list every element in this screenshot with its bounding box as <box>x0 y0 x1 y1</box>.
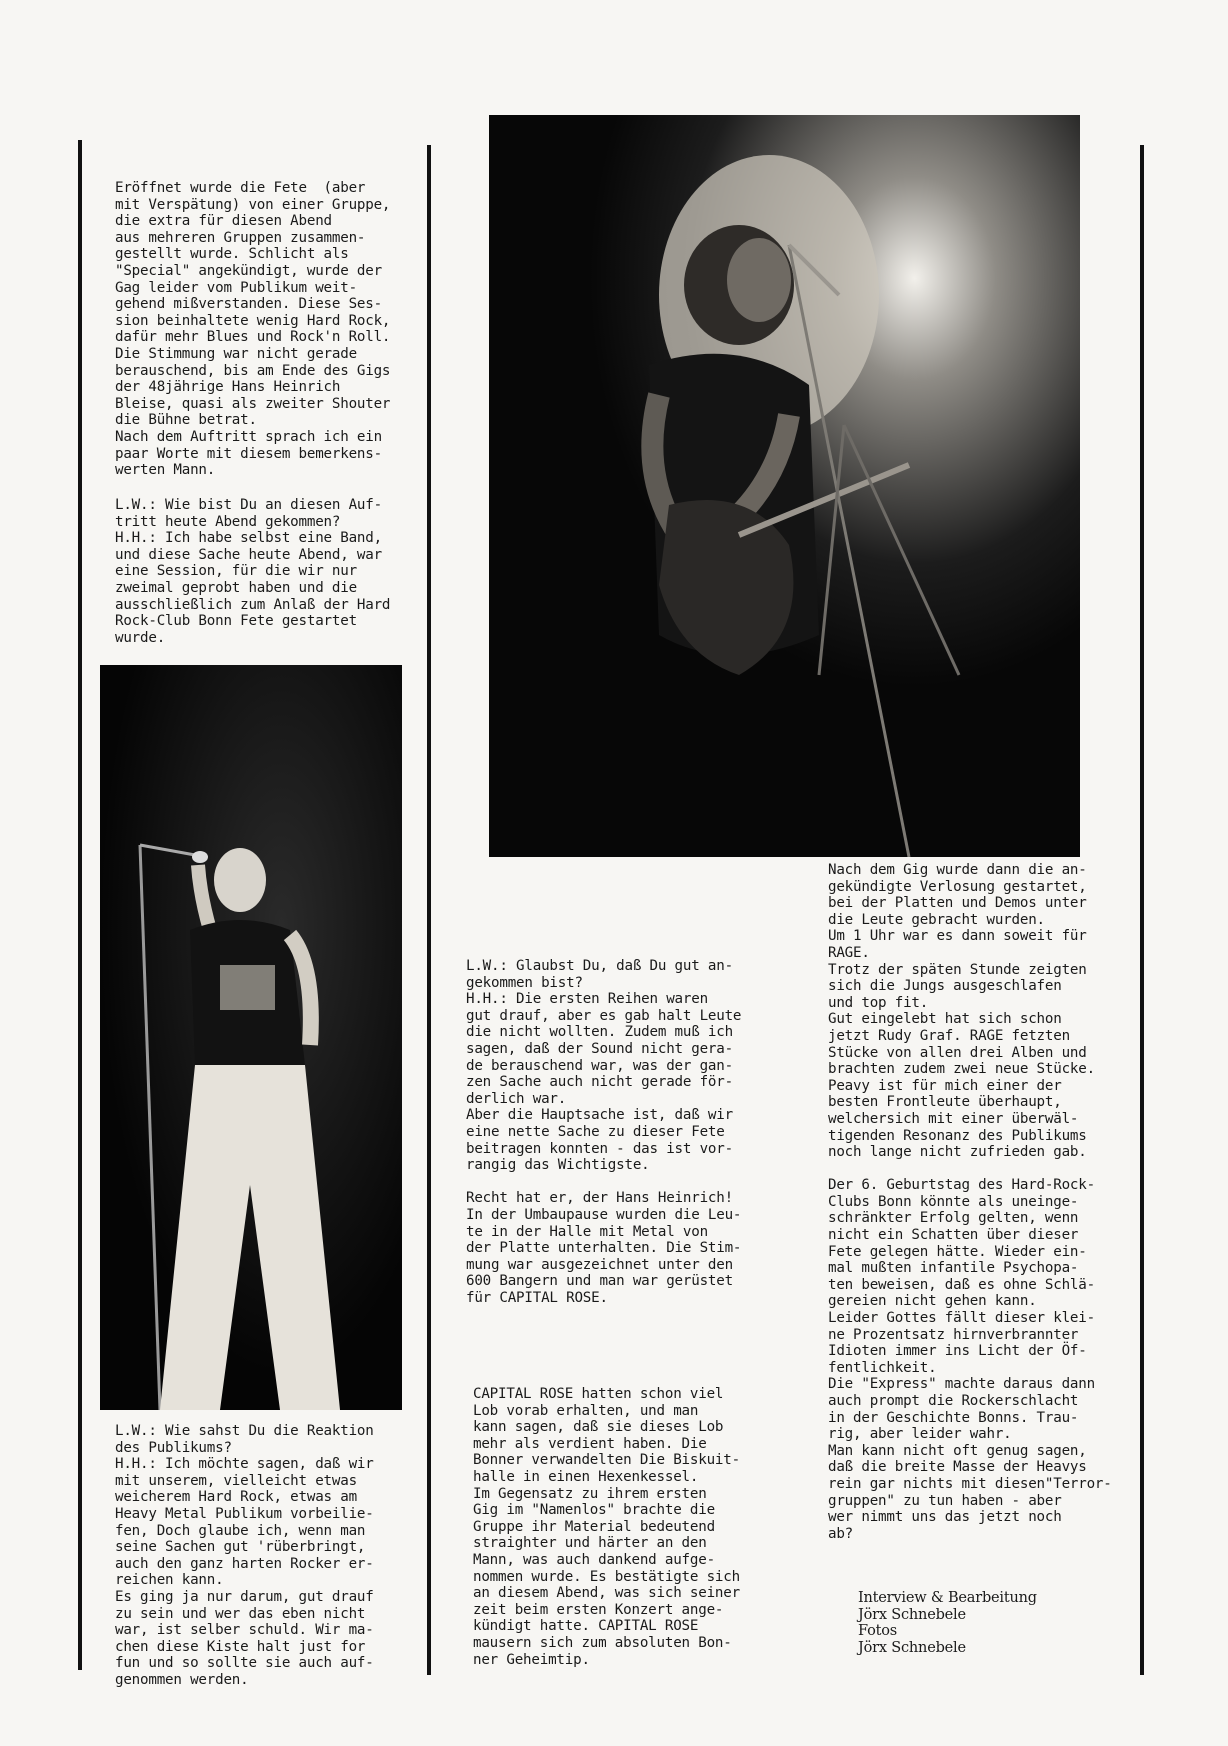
column-rule-left <box>78 140 82 1670</box>
column-rule-center <box>427 145 431 1675</box>
interview-reaction: L.W.: Wie sahst Du die Reaktion des Publikums? H.H.: Ich möchte sagen, daß wir mit unserem, vielleicht etwas weicherem Hard Rock, etwas am Heavy Metal Publikum vorbeilie- fen, Doch glaube ich, wenn man seine Sachen gut 'rüberbringt, auch den ganz harten Rocker er- reichen kann. Es ging ja nur darum, gut drauf zu sein und wer das eben nicht war, ist selber schuld. Wir ma- chen diese Kiste halt just for fun und so sollte sie auch auf- genommen werden. <box>115 1423 374 1688</box>
photo-guitarist <box>489 115 1080 857</box>
credits: Interview & Bearbeitung Jörx Schnebele Fotos Jörx Schnebele <box>858 1590 1037 1656</box>
interview-arrival: L.W.: Glaubst Du, daß Du gut an- gekommen bist? H.H.: Die ersten Reihen waren gut drauf, aber es gab halt Leute die nicht wollten. Zudem muß ich sagen, daß der Sound nicht gera- de berauschend war, was der gan- zen Sache auch nicht gerade för- derlich war. Aber die Hauptsache ist, daß wir eine nette Sache zu dieser Fete beitragen konnten - das ist vor- rangig das Wichtigste. Recht hat er, der Hans Heinrich! In der Umbaupause wurden die Leu- te in der Halle mit Metal von der Platte unterhalten. Die Stim- mung war ausgezeichnet unter den 600 Bangern und man war gerüstet für CAPITAL ROSE. <box>466 958 742 1306</box>
intro-paragraph: Eröffnet wurde die Fete (aber mit Verspätung) von einer Gruppe, die extra für diesen Abend aus mehreren Gruppen zusammen- gestellt wurde. Schlicht als "Special" angekündigt, wurde der Gag leider vom Publikum weit- gehend mißverstanden. Diese Ses- sion beinhaltete wenig Hard Rock, dafür mehr Blues und Rock'n Roll. Die Stimmung war nicht gerade berauschend, bis am Ende des Gigs der 48jährige Hans Heinrich Bleise, quasi als zweiter Shouter die Bühne betrat. Nach dem Auftritt sprach ich ein paar Worte mit diesem bemerkens- werten Mann. <box>115 180 391 479</box>
photo-singer-shouter-image <box>100 665 402 1410</box>
column-rule-right <box>1140 145 1144 1675</box>
interview-first-answer: L.W.: Wie bist Du an diesen Auf- tritt heute Abend gekommen? H.H.: Ich habe selbst eine Band, und diese Sache heute Abend, war eine Session, für die wir nur zweimal geprobt haben und die ausschließlich zum Anlaß der Hard Rock-Club Bonn Fete gestartet wurde. <box>115 497 391 646</box>
capital-rose-review: CAPITAL ROSE hatten schon viel Lob vorab erhalten, und man kann sagen, daß sie dieses Lob mehr als verdient haben. Die Bonner verwandelten Die Biskuit- halle in einen Hexenkessel. Im Gegensatz zu ihrem ersten Gig im "Namenlos" brachte die Gruppe ihr Material bedeutend straighter und härter an den Mann, was auch dankend aufge- nommen wurde. Es bestätigte sich an diesem Abend, was sich seiner zeit beim ersten Konzert ange- kündigt hatte. CAPITAL ROSE mausern sich zum absoluten Bon- ner Geheimtip. <box>473 1386 740 1668</box>
photo-singer-shouter <box>100 665 402 1410</box>
photo-guitarist-image <box>489 115 1080 857</box>
rage-review: Nach dem Gig wurde dann die an- gekündigte Verlosung gestartet, bei der Platten und Demos unter die Leute gebracht wurden. Um 1 Uhr war es dann soweit für RAGE. Trotz der späten Stunde zeigten sich die Jungs ausgeschlafen und top fit. Gut eingelebt hat sich schon jetzt Rudy Graf. RAGE fetzten Stücke von allen drei Alben und brachten zudem zwei neue Stücke. Peavy ist für mich einer der besten Frontleute überhaupt, welchersich mit einer überwäl- tigenden Resonanz des Publikums noch lange nicht zufrieden gab. Der 6. Geburtstag des Hard-Rock- Clubs Bonn könnte als uneinge- schränkter Erfolg gelten, wenn nicht ein Schatten über dieser Fete gelegen hätte. Wieder ein- mal mußten infantile Psychopa- ten beweisen, daß es ohne Schlä- gereien nicht gehen kann. Leider Gottes fällt dieser klei- ne Prozentsatz hirnverbrannter Idioten immer ins Licht der Öf- fentlichkeit. Die "Express" machte daraus dann auch prompt die Rockerschlacht in der Geschichte Bonns. Trau- rig, aber leider wahr. Man kann nicht oft genug sagen, daß die breite Masse der Heavys rein gar nichts mit diesen"Terror- gruppen" zu tun haben - aber wer nimmt uns das jetzt noch ab? <box>828 862 1112 1542</box>
